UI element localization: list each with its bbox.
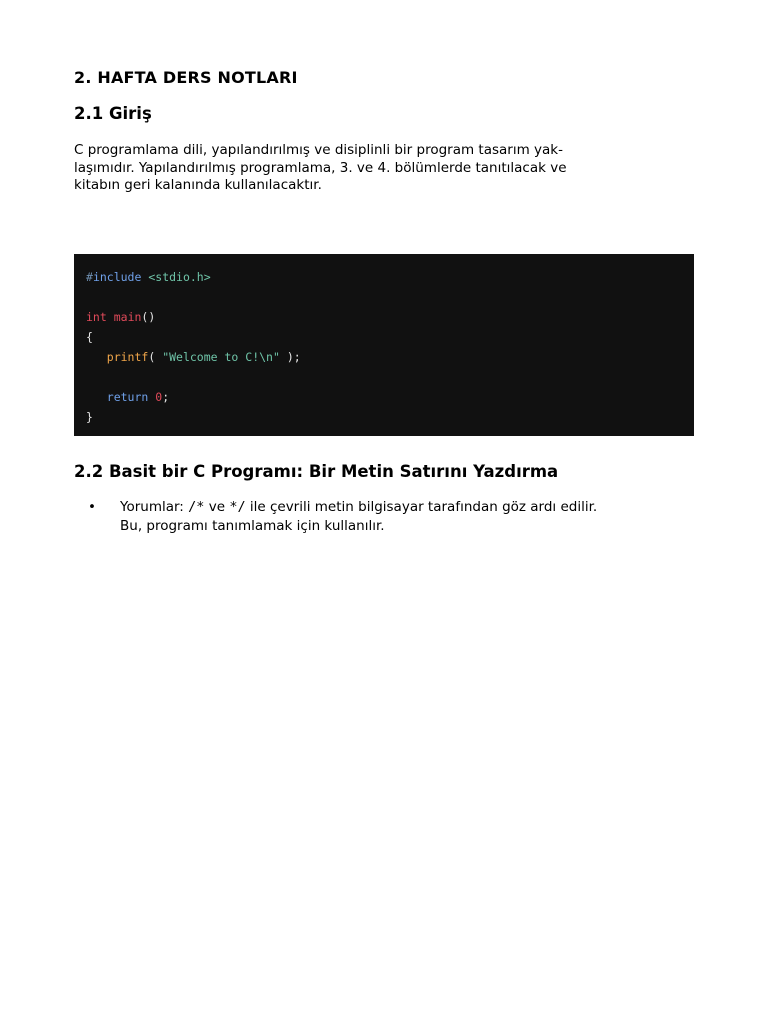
document-title: 2. HAFTA DERS NOTLARI xyxy=(74,68,298,87)
code-line-open-brace xyxy=(86,327,682,347)
bullet-code-open-comment: /* xyxy=(188,499,205,515)
code-line-close-brace xyxy=(86,407,682,427)
code-printf-name: printf xyxy=(106,350,149,364)
bullet-line-2: Bu, programı tanımlamak için kullanılır. xyxy=(120,518,385,534)
code-open-brace: { xyxy=(86,330,93,344)
bullet-text-c: ile çevrili metin bilgisayar tarafından göz ardı edilir. xyxy=(245,499,598,515)
section-heading-basic-program: 2.2 Basit bir C Programı: Bir Metin Satırını Yazdırma xyxy=(74,462,559,481)
code-line-main xyxy=(86,307,682,327)
code-include-hash: # xyxy=(86,270,93,284)
intro-line-3: kitabın geri kalanında kullanılacaktır. xyxy=(74,177,322,193)
code-line-include xyxy=(86,267,682,287)
code-block xyxy=(74,254,694,436)
code-main-type: int xyxy=(86,310,107,324)
code-line-return xyxy=(86,387,682,407)
intro-paragraph xyxy=(74,142,674,195)
code-return-value: 0 xyxy=(155,390,163,404)
intro-line-2: laşımıdır. Yapılandırılmış programlama, 3. ve 4. bölümlerde tanıtılacak ve xyxy=(74,159,567,176)
code-line-blank xyxy=(86,287,682,307)
list-item xyxy=(74,498,694,536)
bullet-text-a: Yorumlar: xyxy=(120,499,189,515)
code-printf-indent xyxy=(86,350,107,364)
code-include-keyword: include xyxy=(92,270,142,284)
bullet-marker: • xyxy=(88,499,96,515)
code-line-printf xyxy=(86,347,682,367)
code-main-space xyxy=(107,310,114,324)
code-return-semicolon: ; xyxy=(162,390,170,404)
code-close-brace: } xyxy=(86,410,93,424)
bullet-line-1 xyxy=(120,498,694,517)
bullet-text-b: ve xyxy=(204,499,230,515)
intro-line-1: C programlama dili, yapılandırılmış ve disiplinli bir program tasarım yak- xyxy=(74,142,563,158)
code-main-name: main xyxy=(113,310,142,324)
code-return-keyword: return xyxy=(106,390,149,404)
code-include-header: <stdio.h> xyxy=(148,270,211,284)
bullet-code-close-comment: */ xyxy=(229,499,246,515)
section-heading-intro: 2.1 Giriş xyxy=(74,104,152,123)
code-main-parens: () xyxy=(141,310,156,324)
code-return-indent xyxy=(86,390,107,404)
code-line-blank-2 xyxy=(86,367,682,387)
code-printf-string: "Welcome to C!\n" xyxy=(162,350,280,364)
bullet-list xyxy=(74,498,694,536)
code-printf-open: ( xyxy=(148,350,163,364)
code-printf-close: ); xyxy=(279,350,301,364)
